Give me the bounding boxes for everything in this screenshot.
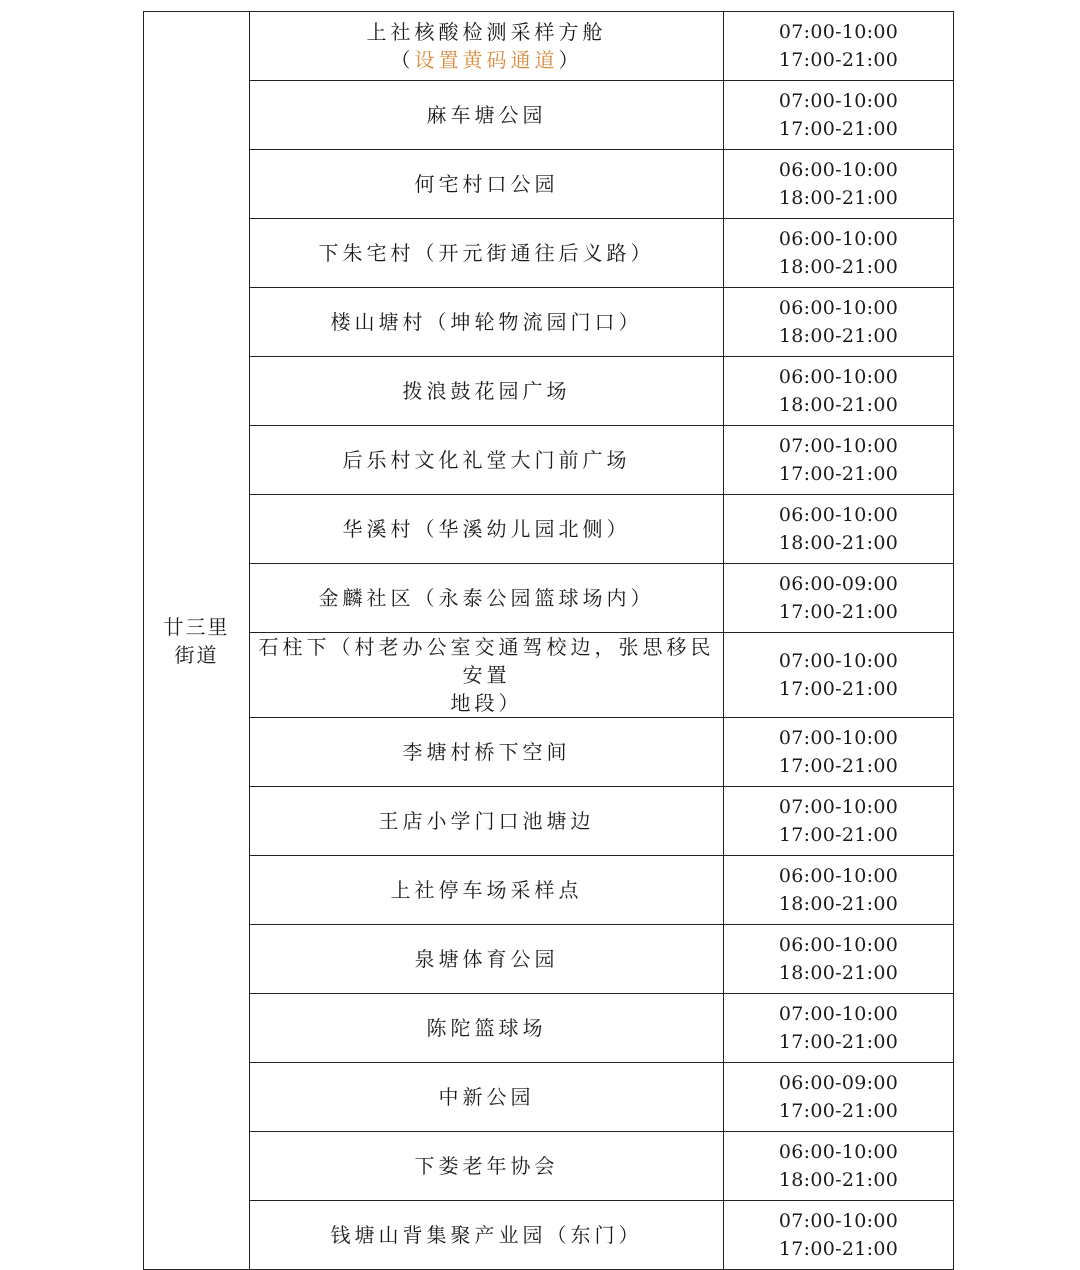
table-row — [144, 633, 954, 718]
hours-cell — [724, 994, 954, 1063]
morning-hours: 06:00-10:00 — [778, 297, 899, 319]
hours-cell — [724, 856, 954, 925]
morning-hours: 06:00-09:00 — [778, 1072, 899, 1094]
evening-hours: 17:00-21:00 — [778, 1100, 899, 1122]
site-cell — [250, 718, 724, 787]
evening-hours: 17:00-21:00 — [778, 824, 899, 846]
site-name-line2: 地段） — [450, 691, 523, 715]
table-row — [144, 564, 954, 633]
site-cell — [250, 564, 724, 633]
table-row — [144, 288, 954, 357]
table-row — [144, 426, 954, 495]
morning-hours: 06:00-10:00 — [778, 159, 899, 181]
site-name: 华溪村（华溪幼儿园北侧） — [342, 517, 631, 541]
evening-hours: 17:00-21:00 — [778, 678, 899, 700]
morning-hours: 07:00-10:00 — [778, 435, 899, 457]
site-cell — [250, 12, 724, 81]
site-cell — [250, 219, 724, 288]
table-row — [144, 495, 954, 564]
site-cell — [250, 495, 724, 564]
morning-hours: 06:00-10:00 — [778, 934, 899, 956]
evening-hours: 17:00-21:00 — [778, 118, 899, 140]
evening-hours: 17:00-21:00 — [778, 755, 899, 777]
site-name: 石柱下（村老办公室交通驾校边，张思移民安置 — [258, 635, 715, 687]
site-cell — [250, 994, 724, 1063]
evening-hours: 18:00-21:00 — [778, 1169, 899, 1191]
table-row — [144, 787, 954, 856]
site-cell — [250, 1201, 724, 1270]
hours-cell — [724, 1132, 954, 1201]
district-cell — [144, 12, 250, 1270]
site-name: 中新公园 — [438, 1085, 535, 1109]
morning-hours: 06:00-10:00 — [778, 504, 899, 526]
evening-hours: 18:00-21:00 — [778, 325, 899, 347]
table-row — [144, 357, 954, 426]
evening-hours: 17:00-21:00 — [778, 463, 899, 485]
table-row — [144, 219, 954, 288]
note-open-paren: （ — [390, 48, 415, 72]
table-row — [144, 1201, 954, 1270]
hours-cell — [724, 150, 954, 219]
hours-cell — [724, 495, 954, 564]
morning-hours: 06:00-10:00 — [778, 865, 899, 887]
site-name: 何宅村口公园 — [414, 172, 559, 196]
evening-hours: 18:00-21:00 — [778, 962, 899, 984]
hours-cell — [724, 564, 954, 633]
site-name: 麻车塘公园 — [426, 103, 547, 127]
table-row — [144, 994, 954, 1063]
district-name-line1: 廿三里 — [163, 614, 230, 639]
hours-cell — [724, 81, 954, 150]
site-cell — [250, 288, 724, 357]
morning-hours: 07:00-10:00 — [778, 90, 899, 112]
morning-hours: 07:00-10:00 — [778, 727, 899, 749]
hours-cell — [724, 426, 954, 495]
morning-hours: 07:00-10:00 — [778, 1210, 899, 1232]
site-name: 楼山塘村（坤轮物流园门口） — [330, 310, 643, 334]
site-name: 陈陀篮球场 — [426, 1016, 547, 1040]
morning-hours: 07:00-10:00 — [778, 796, 899, 818]
table-row — [144, 1063, 954, 1132]
site-name: 泉塘体育公园 — [414, 947, 559, 971]
table-row — [144, 81, 954, 150]
sampling-site-table — [143, 11, 954, 1270]
evening-hours: 17:00-21:00 — [778, 601, 899, 623]
site-cell — [250, 787, 724, 856]
evening-hours: 18:00-21:00 — [778, 532, 899, 554]
site-cell — [250, 81, 724, 150]
evening-hours: 17:00-21:00 — [778, 1238, 899, 1260]
site-cell — [250, 1132, 724, 1201]
morning-hours: 06:00-09:00 — [778, 573, 899, 595]
evening-hours: 17:00-21:00 — [778, 49, 899, 71]
hours-cell — [724, 633, 954, 718]
hours-cell — [724, 787, 954, 856]
table-row — [144, 718, 954, 787]
note-close-paren: ） — [558, 48, 583, 72]
morning-hours: 07:00-10:00 — [778, 1003, 899, 1025]
site-cell — [250, 357, 724, 426]
site-name: 后乐村文化礼堂大门前广场 — [342, 448, 631, 472]
table-row — [144, 12, 954, 81]
site-cell — [250, 1063, 724, 1132]
hours-cell — [724, 12, 954, 81]
table-row — [144, 150, 954, 219]
yellow-code-channel-note: 设置黄码通道 — [414, 48, 559, 72]
table-row — [144, 1132, 954, 1201]
site-name: 上社停车场采样点 — [390, 878, 583, 902]
hours-cell — [724, 718, 954, 787]
evening-hours: 18:00-21:00 — [778, 394, 899, 416]
evening-hours: 18:00-21:00 — [778, 256, 899, 278]
table-row — [144, 925, 954, 994]
morning-hours: 07:00-10:00 — [778, 650, 899, 672]
hours-cell — [724, 288, 954, 357]
site-name: 上社核酸检测采样方舱 — [366, 20, 607, 44]
evening-hours: 18:00-21:00 — [778, 187, 899, 209]
site-name: 王店小学门口池塘边 — [378, 809, 595, 833]
site-name: 下娄老年协会 — [414, 1154, 559, 1178]
morning-hours: 06:00-10:00 — [778, 1141, 899, 1163]
morning-hours: 06:00-10:00 — [778, 366, 899, 388]
site-name: 李塘村桥下空间 — [402, 740, 571, 764]
site-cell — [250, 633, 724, 718]
site-cell — [250, 150, 724, 219]
morning-hours: 07:00-10:00 — [778, 21, 899, 43]
hours-cell — [724, 1063, 954, 1132]
morning-hours: 06:00-10:00 — [778, 228, 899, 250]
site-note — [250, 46, 723, 74]
site-name: 下朱宅村（开元街通往后义路） — [318, 241, 655, 265]
site-name: 金麟社区（永泰公园篮球场内） — [318, 586, 655, 610]
site-cell — [250, 925, 724, 994]
table-row — [144, 856, 954, 925]
evening-hours: 18:00-21:00 — [778, 893, 899, 915]
hours-cell — [724, 1201, 954, 1270]
site-name: 拨浪鼓花园广场 — [402, 379, 571, 403]
site-cell — [250, 426, 724, 495]
hours-cell — [724, 219, 954, 288]
hours-cell — [724, 357, 954, 426]
evening-hours: 17:00-21:00 — [778, 1031, 899, 1053]
site-cell — [250, 856, 724, 925]
hours-cell — [724, 925, 954, 994]
site-name: 钱塘山背集聚产业园（东门） — [330, 1223, 643, 1247]
district-name-line2: 街道 — [174, 642, 219, 667]
